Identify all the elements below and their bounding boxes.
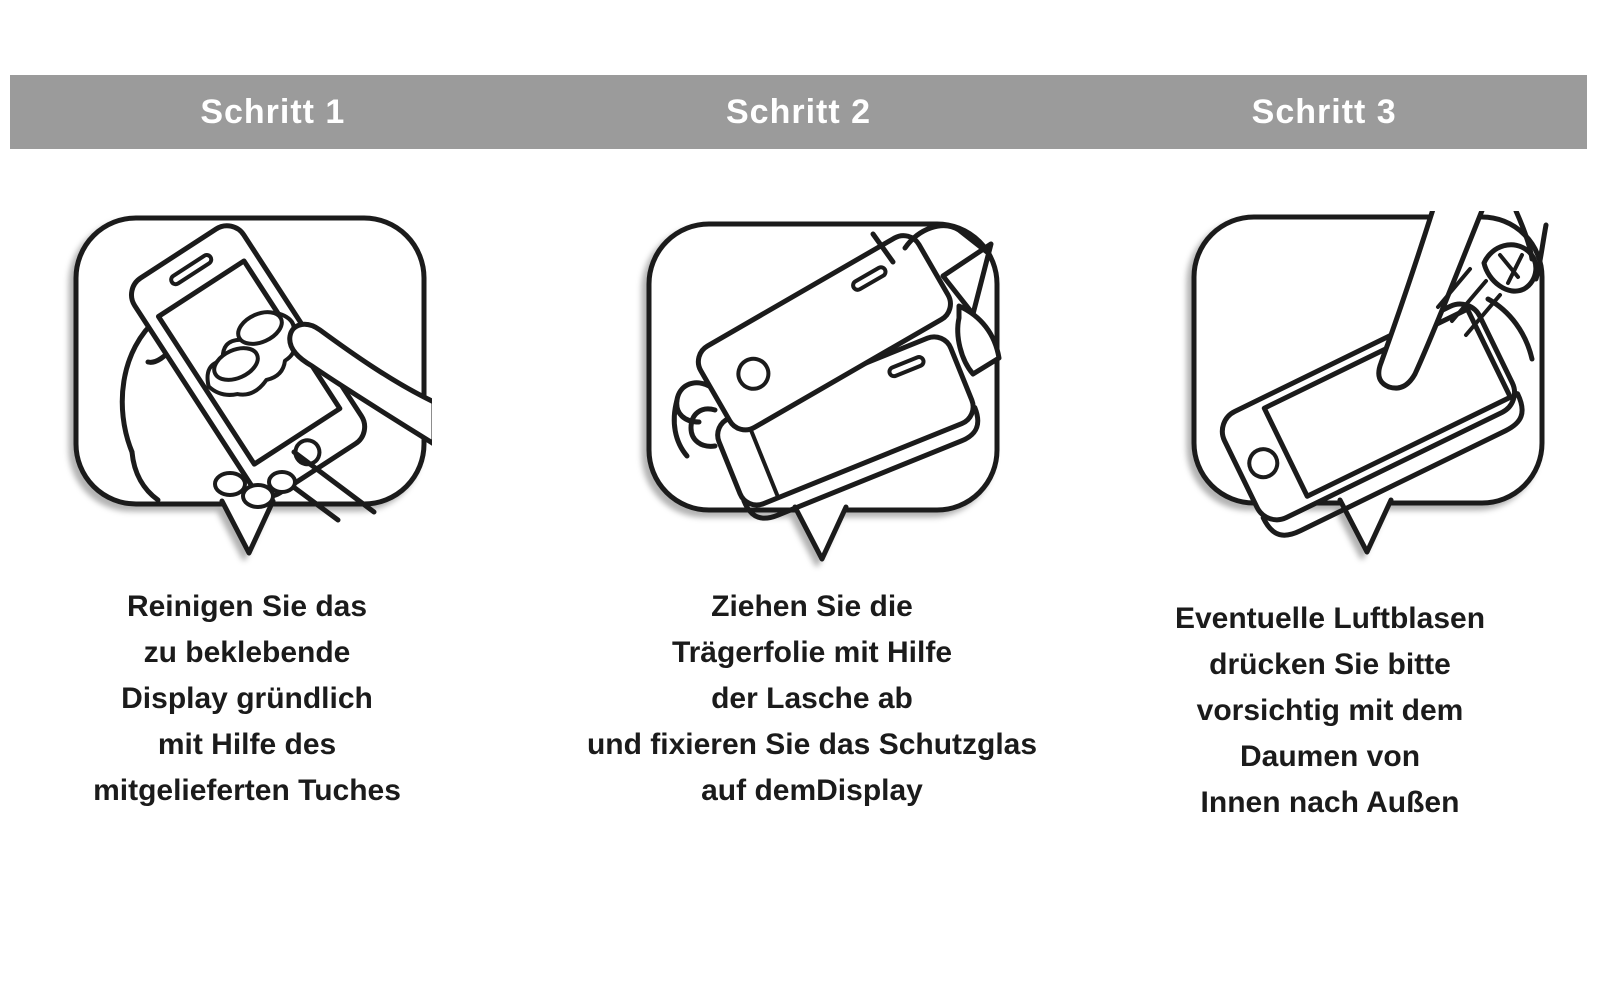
- step-2-illustration: [643, 218, 1005, 568]
- caption-line: auf demDisplay: [701, 774, 923, 807]
- caption-line: Display gründlich: [121, 682, 373, 715]
- step-1-illustration: [70, 212, 432, 562]
- clean-display-drawing: [70, 212, 432, 562]
- caption-line: vorsichtig mit dem: [1196, 694, 1464, 727]
- step-2-caption: [542, 584, 1082, 814]
- step-1-title: Schritt 1: [200, 92, 346, 131]
- caption-line: Ziehen Sie die: [711, 590, 913, 623]
- caption-line: Eventuelle Luftblasen: [1174, 602, 1486, 635]
- caption-line: Trägerfolie mit Hilfe: [671, 636, 953, 669]
- caption-line: drücken Sie bitte: [1209, 648, 1451, 681]
- left-hand-icon: [674, 383, 715, 456]
- step-1-caption: [7, 584, 487, 814]
- steps-header-bar: [10, 75, 1587, 149]
- caption-line: Daumen von: [1239, 740, 1421, 773]
- phone-icon: [1215, 297, 1530, 544]
- step-3-title: Schritt 3: [1251, 92, 1397, 131]
- caption-line: zu beklebende: [143, 636, 351, 669]
- caption-line: mitgelieferten Tuches: [93, 774, 401, 807]
- caption-line: Reinigen Sie das: [126, 590, 368, 623]
- press-bubbles-drawing: [1188, 211, 1550, 561]
- caption-line: Innen nach Außen: [1200, 786, 1460, 819]
- step-3-illustration: [1188, 211, 1550, 561]
- peel-foil-drawing: [643, 218, 1005, 568]
- step-3-caption: [1070, 596, 1590, 826]
- step-2-title: Schritt 2: [725, 92, 872, 131]
- caption-line: und fixieren Sie das Schutzglas: [586, 728, 1038, 761]
- caption-line: mit Hilfe des: [157, 728, 337, 761]
- caption-line: der Lasche ab: [711, 682, 913, 715]
